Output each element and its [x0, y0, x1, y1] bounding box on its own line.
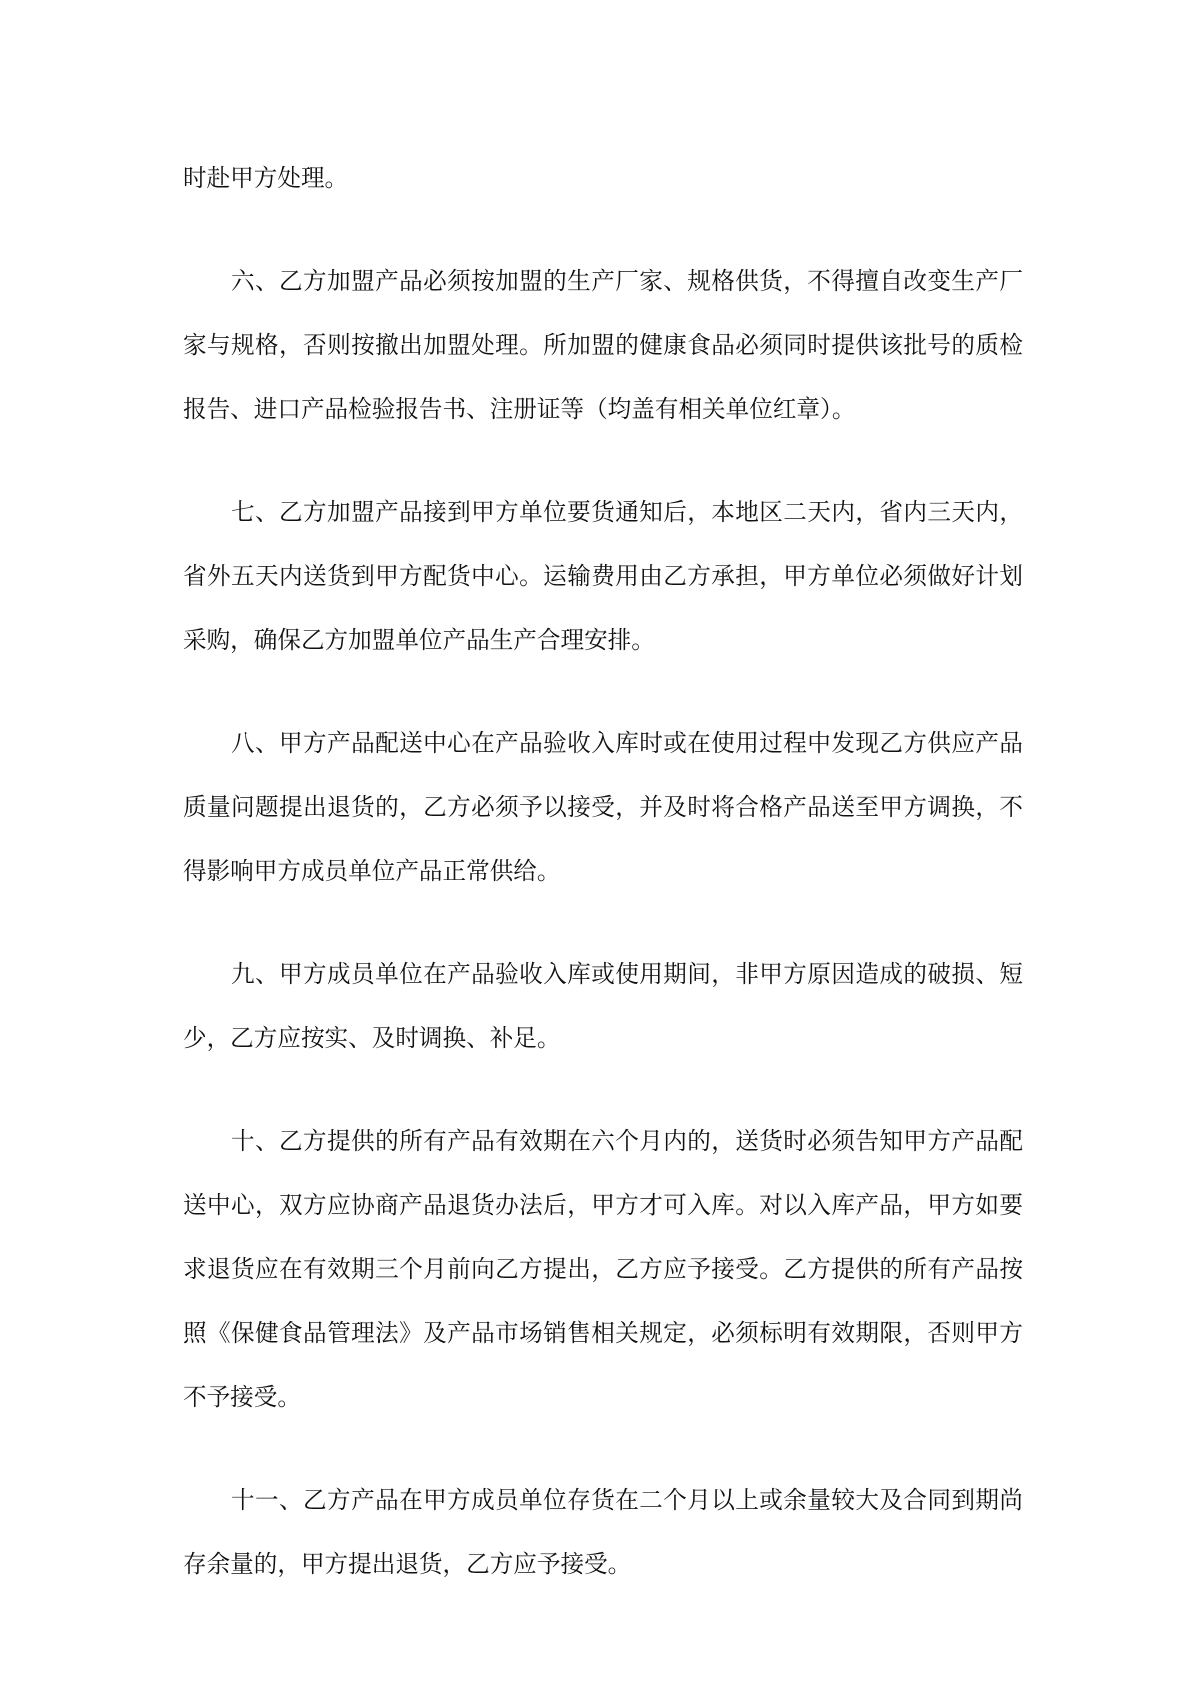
paragraph-clause-10: 十、乙方提供的所有产品有效期在六个月内的，送货时必须告知甲方产品配送中心，双方应协商产品退货办法后，甲方才可入库。对以入库产品，甲方如要求退货应在有效期三个月前向乙方提出，乙方应予接受。乙方提供的所有产品按照《保健食品管理法》及产品市场销售相关规定，必须标明有效期限，否则甲方不予接受。: [183, 1127, 1023, 1411]
paragraph-clause-11: 十一、乙方产品在甲方成员单位存货在二个月以上或余量较大及合同到期尚存余量的，甲方提出退货，乙方应予接受。: [183, 1486, 1023, 1578]
paragraph-clause-8: 八、甲方产品配送中心在产品验收入库时或在使用过程中发现乙方供应产品质量问题提出退货的，乙方必须予以接受，并及时将合格产品送至甲方调换，不得影响甲方成员单位产品正常供给。: [183, 729, 1023, 885]
paragraph-clause-7: 七、乙方加盟产品接到甲方单位要货通知后，本地区二天内，省内三天内，省外五天内送货到甲方配货中心。运输费用由乙方承担，甲方单位必须做好计划采购，确保乙方加盟单位产品生产合理安排。: [183, 498, 1023, 654]
document-body: [183, 146, 1023, 1635]
paragraph-clause-9: 九、甲方成员单位在产品验收入库或使用期间，非甲方原因造成的破损、短少，乙方应按实、及时调换、补足。: [183, 960, 1023, 1052]
paragraph-continuation: 时赴甲方处理。: [183, 164, 349, 192]
paragraph-clause-6: 六、乙方加盟产品必须按加盟的生产厂家、规格供货，不得擅自改变生产厂家与规格，否则按撤出加盟处理。所加盟的健康食品必须同时提供该批号的质检报告、进口产品检验报告书、注册证等（均盖有相关单位红章）。: [183, 267, 1023, 423]
